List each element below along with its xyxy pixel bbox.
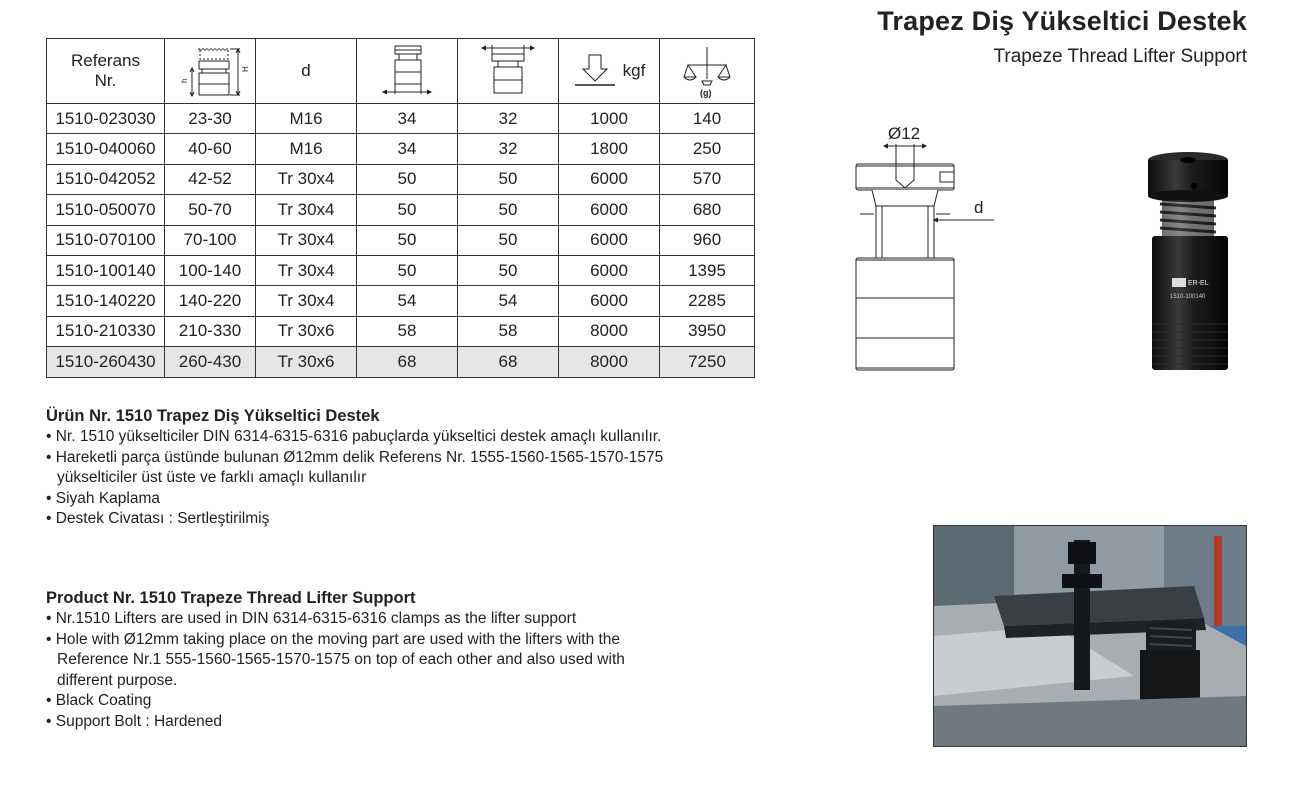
cell-weight: 570 <box>660 164 755 194</box>
page-title: Trapez Diş Yükseltici Destek <box>877 6 1247 36</box>
description-tr-list <box>46 427 726 530</box>
cell-weight: 250 <box>660 134 755 164</box>
cell-base-diameter: 50 <box>458 195 559 225</box>
cell-head-diameter: 50 <box>357 164 458 194</box>
description-en <box>46 587 646 733</box>
list-item: • Nr. 1510 yükselticiler DIN 6314-6315-6316 pabuçlarda yükseltici destek amaçlı kullanılır. <box>46 427 726 448</box>
description-tr <box>46 405 726 530</box>
table-header-row <box>47 39 755 104</box>
header-head-diameter <box>357 39 458 104</box>
list-item: • Support Bolt : Hardened <box>46 712 646 733</box>
cell-head-diameter: 34 <box>357 104 458 134</box>
cell-height: 70-100 <box>165 225 256 255</box>
table-row <box>47 316 755 346</box>
cell-base-diameter: 32 <box>458 134 559 164</box>
list-item: • Hole with Ø12mm taking place on the moving part are used with the lifters with the Reference Nr.1 555-1560-1565-1570-1575 on top of each other and also used with different purpose. <box>46 630 646 692</box>
page-subtitle: Trapeze Thread Lifter Support <box>993 46 1247 67</box>
cell-ref: 1510-260430 <box>47 347 165 377</box>
description-en-list <box>46 609 646 733</box>
cell-height: 260-430 <box>165 347 256 377</box>
list-item: • Destek Civatası : Sertleştirilmiş <box>46 509 726 530</box>
load-icon <box>573 51 617 91</box>
cell-height: 42-52 <box>165 164 256 194</box>
cell-ref: 1510-100140 <box>47 255 165 285</box>
cell-d: Tr 30x4 <box>256 195 357 225</box>
svg-text:1510-100140: 1510-100140 <box>1170 294 1206 300</box>
header-weight <box>660 39 755 104</box>
cell-load: 6000 <box>559 225 660 255</box>
header-base-diameter <box>458 39 559 104</box>
cell-weight: 960 <box>660 225 755 255</box>
cell-head-diameter: 50 <box>357 225 458 255</box>
table-row <box>47 225 755 255</box>
header-ref: Referans Nr. <box>47 39 165 104</box>
cell-ref: 1510-140220 <box>47 286 165 316</box>
header-d: d <box>256 39 357 104</box>
svg-text:H: H <box>241 66 250 72</box>
cell-height: 50-70 <box>165 195 256 225</box>
list-item: • Hareketli parça üstünde bulunan Ø12mm delik Referens Nr. 1555-1560-1565-1570-1575 yükselticiler üst üste ve farklı amaçlı kullanılır <box>46 448 726 489</box>
table-row <box>47 286 755 316</box>
cell-load: 1000 <box>559 104 660 134</box>
cell-d: M16 <box>256 134 357 164</box>
table-row <box>47 104 755 134</box>
cell-d: Tr 30x6 <box>256 316 357 346</box>
cell-head-diameter: 68 <box>357 347 458 377</box>
cell-base-diameter: 50 <box>458 225 559 255</box>
cell-height: 210-330 <box>165 316 256 346</box>
cell-load: 1800 <box>559 134 660 164</box>
cell-weight: 3950 <box>660 316 755 346</box>
cell-d: Tr 30x6 <box>256 347 357 377</box>
cell-load: 6000 <box>559 255 660 285</box>
cell-ref: 1510-050070 <box>47 195 165 225</box>
cell-height: 40-60 <box>165 134 256 164</box>
list-item: • Nr.1510 Lifters are used in DIN 6314-6315-6316 clamps as the lifter support <box>46 609 646 630</box>
cell-base-diameter: 50 <box>458 164 559 194</box>
application-photo <box>933 525 1247 747</box>
svg-text:Ø12: Ø12 <box>888 124 921 143</box>
height-range-icon <box>170 41 250 101</box>
cell-head-diameter: 58 <box>357 316 458 346</box>
table-row <box>47 195 755 225</box>
cell-d: Tr 30x4 <box>256 164 357 194</box>
cell-ref: 1510-023030 <box>47 104 165 134</box>
svg-text:h: h <box>180 78 189 83</box>
header-height-range <box>165 39 256 104</box>
cell-ref: 1510-040060 <box>47 134 165 164</box>
cell-head-diameter: 54 <box>357 286 458 316</box>
cell-base-diameter: 50 <box>458 255 559 285</box>
svg-text:d: d <box>974 198 984 217</box>
cell-weight: 2285 <box>660 286 755 316</box>
cell-base-diameter: 32 <box>458 104 559 134</box>
cell-load: 6000 <box>559 195 660 225</box>
list-item: • Black Coating <box>46 691 646 712</box>
header-load <box>559 39 660 104</box>
cell-head-diameter: 50 <box>357 255 458 285</box>
cell-ref: 1510-210330 <box>47 316 165 346</box>
cell-base-diameter: 54 <box>458 286 559 316</box>
cell-ref: 1510-070100 <box>47 225 165 255</box>
cell-load: 8000 <box>559 347 660 377</box>
description-tr-heading: Ürün Nr. 1510 Trapez Diş Yükseltici Destek <box>46 407 380 425</box>
cell-height: 100-140 <box>165 255 256 285</box>
base-diameter-icon <box>478 42 538 100</box>
head-diameter-icon <box>377 42 437 100</box>
cell-load: 8000 <box>559 316 660 346</box>
kgf-label: kgf <box>622 61 646 80</box>
weight-scale-icon <box>682 43 732 99</box>
technical-drawing <box>840 118 1010 380</box>
svg-text:(g): (g) <box>700 88 712 98</box>
table-row <box>47 255 755 285</box>
table-row <box>47 347 755 377</box>
cell-base-diameter: 68 <box>458 347 559 377</box>
list-item: • Siyah Kaplama <box>46 489 726 510</box>
product-image <box>1140 152 1240 374</box>
cell-d: Tr 30x4 <box>256 286 357 316</box>
cell-d: Tr 30x4 <box>256 255 357 285</box>
table-row <box>47 134 755 164</box>
cell-weight: 1395 <box>660 255 755 285</box>
clamp-setup-photo <box>934 526 1246 746</box>
table-row <box>47 164 755 194</box>
cell-base-diameter: 58 <box>458 316 559 346</box>
spec-table <box>46 38 755 378</box>
svg-text:ER-EL: ER-EL <box>1188 280 1209 287</box>
cell-load: 6000 <box>559 164 660 194</box>
cell-weight: 140 <box>660 104 755 134</box>
cell-height: 140-220 <box>165 286 256 316</box>
cell-load: 6000 <box>559 286 660 316</box>
cell-height: 23-30 <box>165 104 256 134</box>
cell-weight: 680 <box>660 195 755 225</box>
cell-head-diameter: 50 <box>357 195 458 225</box>
description-en-heading: Product Nr. 1510 Trapeze Thread Lifter Support <box>46 589 416 607</box>
cell-weight: 7250 <box>660 347 755 377</box>
cell-d: M16 <box>256 104 357 134</box>
cell-head-diameter: 34 <box>357 134 458 164</box>
cell-d: Tr 30x4 <box>256 225 357 255</box>
cell-ref: 1510-042052 <box>47 164 165 194</box>
